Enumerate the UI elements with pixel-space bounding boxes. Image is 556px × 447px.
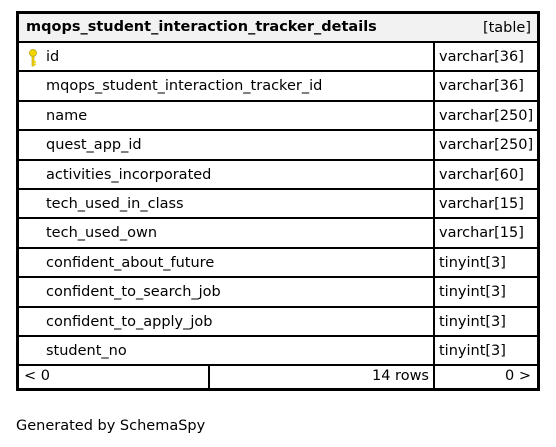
column-type: varchar[36]: [439, 49, 524, 65]
column-row: [19, 43, 537, 72]
column-name: id: [46, 49, 60, 65]
column-row: [19, 161, 537, 190]
column-name: confident_about_future: [46, 254, 215, 271]
table-diagram: [16, 11, 540, 391]
column-name: student_no: [46, 342, 127, 359]
children-count: 0 >: [505, 368, 531, 384]
column-type: tinyint[3]: [439, 313, 506, 330]
column-list: [19, 43, 537, 366]
column-row: [19, 131, 537, 160]
column-row: [19, 308, 537, 337]
column-divider: [433, 43, 435, 70]
column-row: [19, 72, 537, 101]
column-divider: [433, 249, 435, 276]
column-type: varchar[36]: [439, 78, 524, 95]
footer-children-cell: [435, 366, 537, 388]
column-row: [19, 190, 537, 219]
column-divider: [433, 161, 435, 188]
column-type: varchar[15]: [439, 225, 524, 242]
column-divider: [433, 190, 435, 217]
column-row: [19, 249, 537, 278]
column-divider: [433, 102, 435, 129]
footer-parents-cell: [19, 366, 210, 388]
column-type: varchar[60]: [439, 166, 524, 183]
column-type: varchar[250]: [439, 137, 534, 154]
key-icon: [28, 49, 38, 67]
table-name: mqops_student_interaction_tracker_details: [26, 19, 377, 35]
column-name: tech_used_own: [46, 225, 158, 242]
column-type: tinyint[3]: [439, 254, 506, 271]
column-divider: [433, 131, 435, 158]
column-row: [19, 337, 537, 366]
column-row: [19, 102, 537, 131]
column-name: tech_used_in_class: [46, 195, 184, 212]
column-name: confident_to_apply_job: [46, 313, 213, 330]
column-type: varchar[250]: [439, 107, 534, 124]
column-name: activities_incorporated: [46, 166, 212, 183]
column-row: [19, 219, 537, 248]
row-count: 14 rows: [372, 368, 429, 384]
column-name: name: [46, 107, 88, 124]
column-type: tinyint[3]: [439, 284, 506, 301]
column-type: tinyint[3]: [439, 342, 506, 359]
column-divider: [433, 219, 435, 246]
column-row: [19, 278, 537, 307]
column-name: mqops_student_interaction_tracker_id: [46, 78, 323, 95]
column-type: varchar[15]: [439, 195, 524, 212]
column-divider: [433, 308, 435, 335]
table-kind-label: [table]: [482, 20, 531, 36]
footer-rows-cell: [210, 366, 435, 388]
parents-count: < 0: [24, 368, 50, 384]
column-divider: [433, 337, 435, 364]
column-name: confident_to_search_job: [46, 284, 221, 301]
column-divider: [433, 278, 435, 305]
column-divider: [433, 72, 435, 99]
table-footer: [19, 366, 537, 388]
table-header: [19, 14, 537, 43]
column-name: quest_app_id: [46, 137, 142, 154]
generated-by-note: Generated by SchemaSpy: [16, 418, 206, 434]
